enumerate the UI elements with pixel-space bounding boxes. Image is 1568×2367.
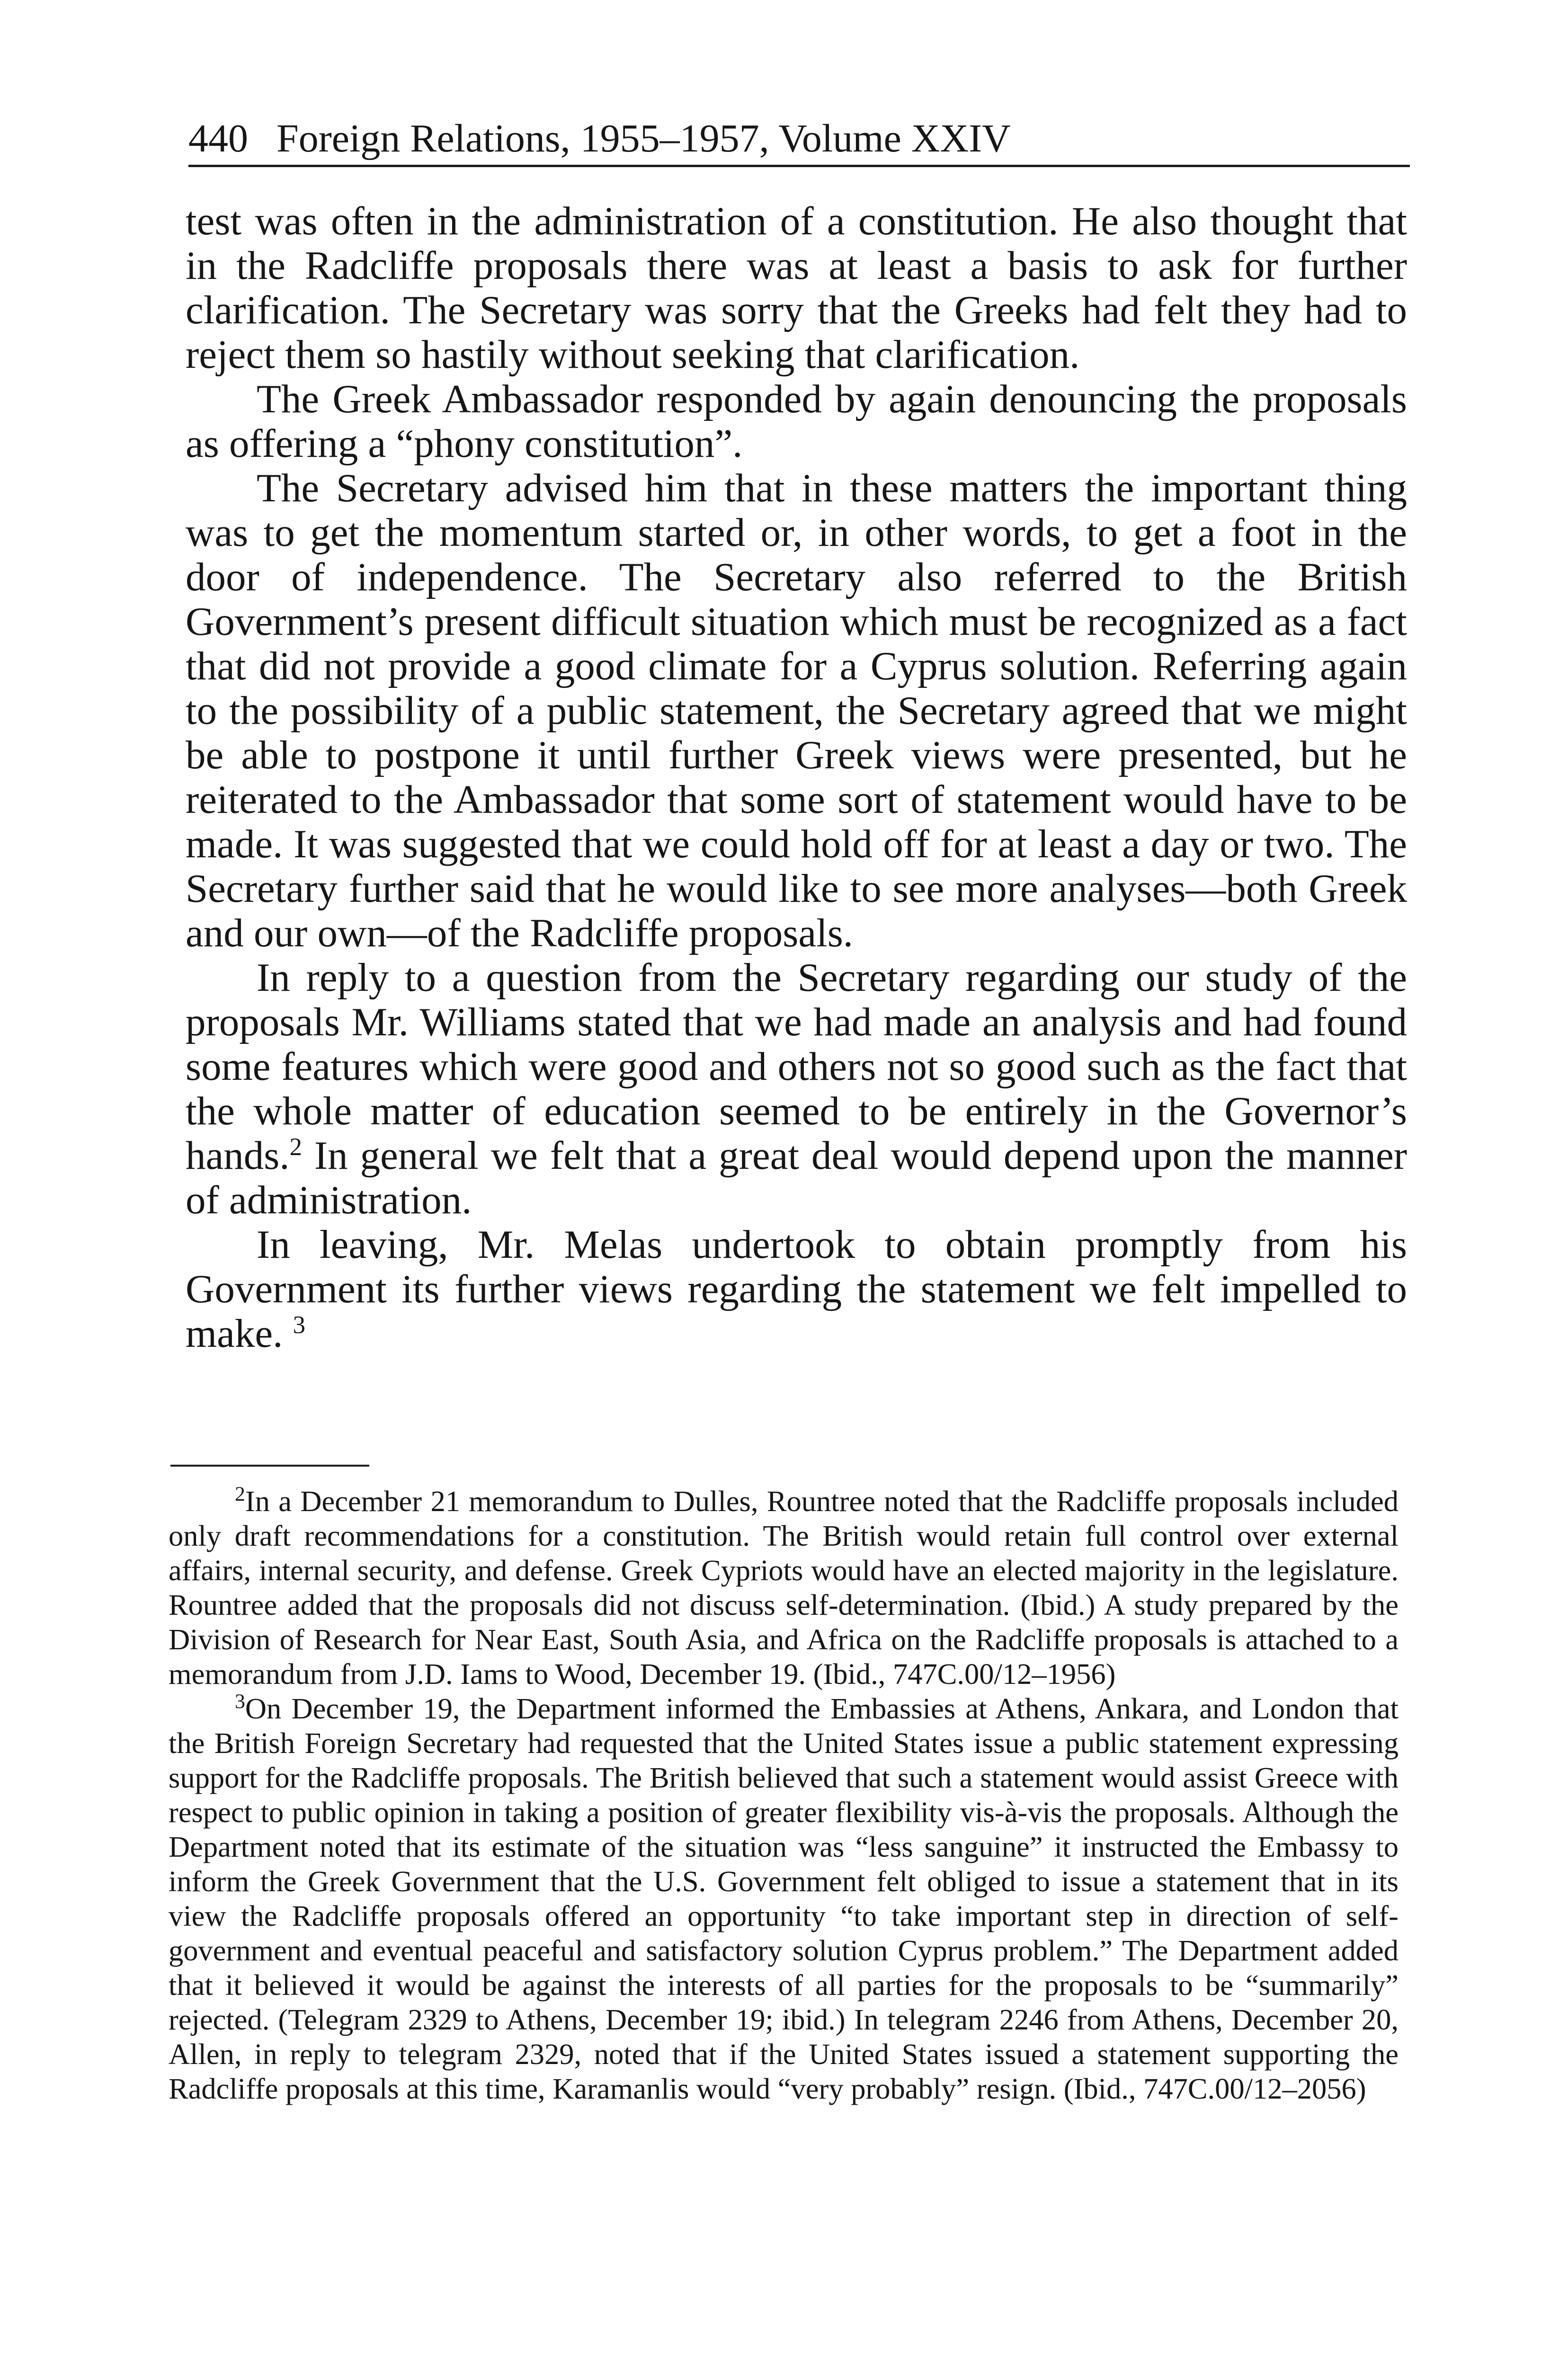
paragraph-5-text: In leaving, Mr. Melas undertook to obtain promptly from his Government its further views regarding the statement we felt impelled to make. bbox=[186, 1222, 1407, 1356]
footnote-3 bbox=[169, 1691, 1399, 2106]
paragraph-5 bbox=[186, 1222, 1407, 1356]
footnote-separator bbox=[170, 1465, 369, 1467]
footnote-2-text: In a December 21 memorandum to Dulles, Rountree noted that the Radcliffe proposals included only draft recommendations for a constitution. The British would retain full control over external affairs, internal security, and defense. Greek Cypriots would have an elected majority in the legislature. Rountree added that the proposals did not discuss self-determination. (Ibid.) A study prepared by the Division of Research for Near East, South Asia, and Africa on the Radcliffe proposals is attached to a memorandum from J.D. Iams to Wood, December 19. (Ibid., 747C.00/12–1956) bbox=[169, 1485, 1399, 1691]
paragraph-4 bbox=[186, 955, 1407, 1222]
footnote-2-mark: 2 bbox=[235, 1483, 245, 1506]
paragraph-1: test was often in the administration of a constitution. He also thought that in the Radcliffe proposals there was at least a basis to ask for further clarification. The Secretary was sorry that the Greeks had felt they had to reject them so hastily without seeking that clarification. bbox=[186, 199, 1407, 377]
main-text bbox=[186, 199, 1407, 1356]
paragraph-4-text-b: In general we felt that a great deal would depend upon the manner of administration. bbox=[186, 1133, 1407, 1222]
page-number: 440 bbox=[188, 116, 248, 160]
paragraph-4-text-a: In reply to a question from the Secretary regarding our study of the proposals Mr. Williams stated that we had made an analysis and had found some features which were good and others not so good such as the fact that the whole matter of education seemed to be entirely in the Governor’s hands. bbox=[186, 955, 1407, 1178]
running-title: Foreign Relations, 1955–1957, Volume XXIV bbox=[276, 116, 1011, 160]
footnote-3-mark: 3 bbox=[235, 1690, 245, 1713]
running-header bbox=[188, 113, 1410, 167]
footnote-ref-2: 2 bbox=[289, 1133, 302, 1161]
footnote-ref-3: 3 bbox=[293, 1311, 305, 1339]
footnote-3-text: On December 19, the Department informed the Embassies at Athens, Ankara, and London that the British Foreign Secretary had requested that the United States issue a public statement expressing support for the Radcliffe proposals. The British believed that such a statement would assist Greece with respect to public opinion in taking a position of greater flexibility vis-à-vis the proposals. Although the Department noted that its estimate of the situation was “less sanguine” it instructed the Embassy to inform the Greek Government that the U.S. Government felt obliged to issue a statement that in its view the Radcliffe proposals offered an opportunity “to take important step in direction of self-government and eventual peaceful and satisfactory solution Cyprus problem.” The Department added that it believed it would be against the interests of all parties for the proposals to be “summarily” rejected. (Telegram 2329 to Athens, December 19; ibid.) In telegram 2246 from Athens, December 20, Allen, in reply to telegram 2329, noted that if the United States issued a statement supporting the Radcliffe proposals at this time, Karamanlis would “very probably” resign. (Ibid., 747C.00/12–2056) bbox=[169, 1692, 1399, 2105]
paragraph-3: The Secretary advised him that in these matters the important thing was to get the momentum started or, in other words, to get a foot in the door of independence. The Secretary also referred to the British Government’s present difficult situation which must be recognized as a fact that did not provide a good climate for a Cyprus solution. Referring again to the possibility of a public statement, the Secretary agreed that we might be able to postpone it until further Greek views were presented, but he reiterated to the Ambassador that some sort of statement would have to be made. It was suggested that we could hold off for at least a day or two. The Secretary further said that he would like to see more analyses—both Greek and our own—of the Radcliffe proposals. bbox=[186, 466, 1407, 955]
footnote-2 bbox=[169, 1484, 1399, 1691]
footnotes bbox=[169, 1484, 1399, 2106]
paragraph-2: The Greek Ambassador responded by again denouncing the proposals as offering a “phony constitution”. bbox=[186, 377, 1407, 466]
